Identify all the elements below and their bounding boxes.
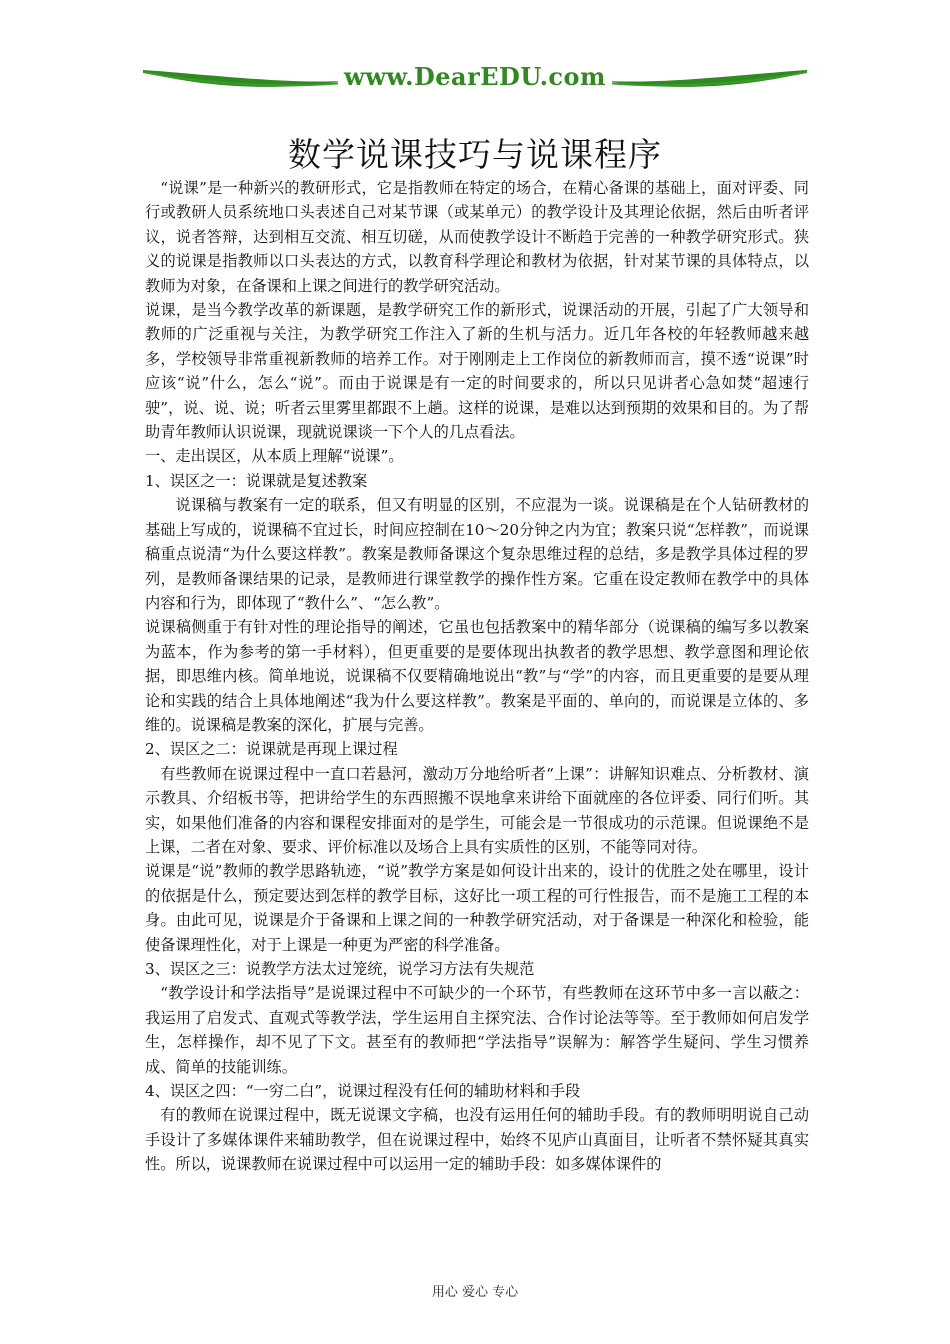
paragraph: 有些教师在说课过程中一直口若悬河，激动万分地给听者“上课”：讲解知识难点、分析教材、演示教具、介绍板书等，把讲给学生的东西照搬不误地拿来讲给下面就座的各位评委、同行们听。其实，如果他们准备的内容和课程安排面对的是学生，可能会是一节很成功的示范课。但说课绝不是上课，二者在对象、要求、评价标准以及场合上具有实质性的区别，不能等同对待。 <box>145 764 809 856</box>
paragraph: 说课稿侧重于有针对性的理论指导的阐述，它虽也包括教案中的精华部分（说课稿的编写多以教案为蓝本，作为参考的第一手材料），但更重要的是要体现出执教者的教学思想、教学意图和理论依据，即思维内核。简单地说，说课稿不仅要精确地说出“教”与“学”的内容，而且更重要的是要从理论和实践的结合上具体地阐述“我为什么要这样教”。教案是平面的、单向的，而说课是立体的、多维的。说课稿是教案的深化，扩展与完善。 <box>145 618 809 734</box>
paragraph: “说课”是一种新兴的教研形式，它是指教师在特定的场合，在精心备课的基础上，面对评委、同行或教研人员系统地口头表述自己对某节课（或某单元）的教学设计及其理论依据，然后由听者评议，说者答辩，达到相互交流、相互切磋，从而使教学设计不断趋于完善的一种教学研究形式。狭义的说课是指教师以口头表达的方式，以教育科学理论和教材为依据，针对某节课的具体特点，以教师为对象，在备课和上课之间进行的教学研究活动。 <box>145 179 809 295</box>
paragraph: 说课是“说”教师的教学思路轨迹，“说”教学方案是如何设计出来的，设计的优胜之处在哪里，设计的依据是什么，预定要达到怎样的教学目标，这好比一项工程的可行性报告，而不是施工工程的本身。由此可见，说课是介于备课和上课之间的一种教学研究活动，对于备课是一种深化和检验，能使备课理性化，对于上课是一种更为严密的科学准备。 <box>145 862 809 954</box>
site-name: www.DearEDU.com <box>143 62 807 91</box>
paragraph: 说课稿与教案有一定的联系，但又有明显的区别，不应混为一谈。说课稿是在个人钻研教材的基础上写成的，说课稿不宜过长，时间应控制在10～20分钟之内为宜；教案只说“怎样教”，而说课稿重点说清“为什么要这样教”。教案是教师备课这个复杂思维过程的总结，多是教学具体过程的罗列，是教师备课结果的记录，是教师进行课堂教学的操作性方案。它重在设定教师在教学中的具体内容和行为，即体现了“教什么”、“怎么教”。 <box>145 496 809 612</box>
document-body <box>145 176 809 1177</box>
subsection-heading: 2、误区之二：说课就是再现上课过程 <box>145 740 398 759</box>
subsection-heading: 1、误区之一：说课就是复述教案 <box>145 471 368 490</box>
subsection-heading: 3、误区之三：说教学方法太过笼统，说学习方法有失规范 <box>145 960 535 978</box>
site-header-banner <box>143 60 807 96</box>
section-heading: 一、走出误区，从本质上理解“说课”。 <box>145 447 404 466</box>
paragraph: 说课，是当今教学改革的新课题，是教学研究工作的新形式，说课活动的开展，引起了广大领导和教师的广泛重视与关注，为教学研究工作注入了新的生机与活力。近几年各校的年轻教师越来越多，学校领导非常重视新教师的培养工作。对于刚刚走上工作岗位的新教师而言，摸不透“说课”时应该“说”什么，怎么“说”。而由于说课是有一定的时间要求的，所以只见讲者心急如焚“超速行驶”，说、说、说；听者云里雾里都跟不上趟。这样的说课，是难以达到预期的效果和目的。为了帮助青年教师认识说课，现就说课谈一下个人的几点看法。 <box>145 301 809 442</box>
subsection-heading: 4、误区之四：“一穷二白”，说课过程没有任何的辅助材料和手段 <box>145 1082 581 1101</box>
page-footer: 用心 爱心 专心 <box>431 1285 519 1300</box>
document-title: 数学说课技巧与说课程序 <box>288 135 662 174</box>
paragraph: “教学设计和学法指导”是说课过程中不可缺少的一个环节，有些教师在这环节中多一言以蔽之：我运用了启发式、直观式等教学法，学生运用自主探究法、合作讨论法等等。至于教师如何启发学生，怎样操作，却不见了下文。甚至有的教师把“学法指导”误解为：解答学生疑问、学生习惯养成、简单的技能训练。 <box>145 984 809 1076</box>
paragraph: 有的教师在说课过程中，既无说课文字稿，也没有运用任何的辅助手段。有的教师明明说自己动手设计了多媒体课件来辅助教学，但在说课过程中，始终不见庐山真面目，让听者不禁怀疑其真实性。所以，说课教师在说课过程中可以运用一定的辅助手段：如多媒体课件的 <box>145 1106 809 1174</box>
